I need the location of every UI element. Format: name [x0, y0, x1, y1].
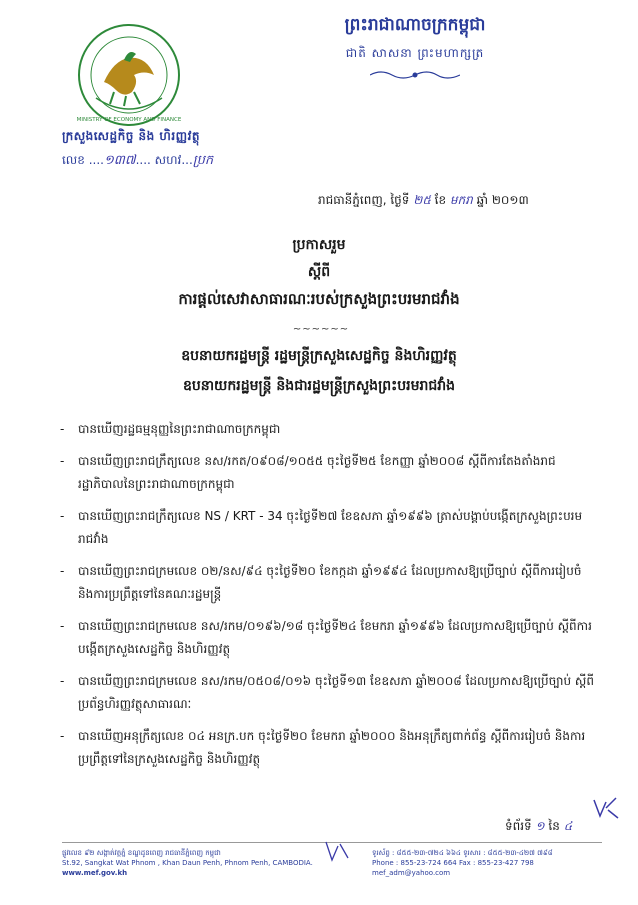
ref-number: ១៣៧ [103, 153, 136, 168]
page-number [505, 818, 572, 836]
page-of-label: នៃ [548, 819, 560, 833]
ministry-seal-icon [74, 20, 184, 130]
phone-kh: ទូរស័ព្ទ : ៨៥៥-២៣-៧២៤ ៦៦៤ ទូរសារ : ៨៥៥-២៣-៤២៧ ៧៩៨ [372, 849, 553, 857]
website-link[interactable]: www.mef.gov.kh [62, 869, 128, 877]
citation-list [60, 418, 595, 780]
authority-line-1: ឧបនាយករដ្ឋមន្ត្រី រដ្ឋមន្ត្រីក្រសួងសេដ្ឋកិច្ច និងហិរញ្ញវត្ថុ [181, 348, 457, 364]
ref-suffix-label: សហវ [154, 153, 182, 167]
kingdom-motto: ជាតិ សាសនា ព្រះមហាក្សត្រ [345, 46, 485, 60]
footer-contact [372, 848, 612, 878]
ref-suffix: ប្រក [192, 153, 214, 168]
signature-mark-icon [322, 838, 352, 864]
footer-address [62, 848, 322, 878]
svg-text:MINISTRY OF ECONOMY AND FINANC: MINISTRY OF ECONOMY AND FINANCE [76, 117, 182, 123]
ref-label: លេខ [62, 153, 85, 167]
reference-number: លេខ ....១៣៧.... សហវ...ប្រក [62, 153, 214, 168]
list-item: - បានឃើញព្រះរាជក្រមលេខ ០២/នស/៩៤ ចុះថ្ងៃទី២០ ខែកក្កដា ឆ្នាំ១៩៩៤ ដែលប្រកាសឱ្យប្រើច្បាប់ ស្តីពីការរៀបចំ និងការប្រព្រឹត្តទៅនៃគណៈរដ្ឋមន្ត្រី [60, 560, 595, 606]
ornament-icon [370, 69, 460, 81]
date-month: មករា [449, 193, 473, 207]
title-divider: ~~~~~~ [292, 324, 350, 335]
list-item: - បានឃើញព្រះរាជក្រមលេខ នស/រកម/០១៩៦/១៨ ចុះថ្ងៃទី២៤ ខែមករា ឆ្នាំ១៩៩៦ ដែលប្រកាសឱ្យប្រើច្បាប់ ស្តីពីការបង្កើតក្រសួងសេដ្ឋកិច្ច និងហិរញ្ញវត្ថុ [60, 615, 595, 661]
list-item: - បានឃើញព្រះរាជក្រឹត្យលេខ NS / KRT - 34 ចុះថ្ងៃទី២៧ ខែឧសភា ឆ្នាំ១៩៩៦ ត្រាស់បង្គាប់បង្កើតក្រសួងព្រះបរមរាជវាំង [60, 505, 595, 551]
kingdom-title: ព្រះរាជាណាចក្រកម្ពុជា [344, 15, 486, 35]
list-item: - បានឃើញព្រះរាជក្រមលេខ នស/រកម/០៥០៨/០១៦ ចុះថ្ងៃទី១៣ ខែឧសភា ឆ្នាំ២០០៨ ដែលប្រកាសឱ្យប្រើច្បាប់ ស្តីពីប្រព័ន្ធហិរញ្ញវត្ថុសាធារណៈ [60, 670, 595, 716]
authority-line-2: ឧបនាយករដ្ឋមន្ត្រី និងជារដ្ឋមន្ត្រីក្រសួងព្រះបរមរាជវាំង [182, 378, 456, 394]
date-place: រាជធានីភ្នំពេញ, ថ្ងៃទី [318, 193, 410, 207]
phone-en: Phone : 855-23-724 664 Fax : 855-23-427 798 [372, 859, 534, 867]
ministry-logo [74, 20, 184, 130]
email-link[interactable]: mef_adm@yahoo.com [372, 869, 451, 877]
date-day: ២៥ [413, 193, 431, 207]
subject-label: ស្តីពី [307, 264, 331, 280]
subject-title: ការផ្តល់សេវាសាធារណៈរបស់ក្រសួងព្រះបរមរាជវាំង [178, 290, 460, 308]
date-month-label: ខែ [434, 193, 447, 207]
address-kh: ផ្លូវលេខ ៩២ សង្កាត់វត្តភ្នំ ខណ្ឌដូនពេញ រាជធានីភ្នំពេញ កម្ពុជា [62, 849, 221, 857]
list-item: - បានឃើញព្រះរាជក្រឹត្យលេខ នស/រកត/០៩០៨/១០៥៥ ចុះថ្ងៃទី២៥ ខែកញ្ញា ឆ្នាំ២០០៨ ស្តីពីការតែងតាំងរាជរដ្ឋាភិបាលនៃព្រះរាជាណាចក្រកម្ពុជា [60, 450, 595, 496]
list-item: - បានឃើញអនុក្រឹត្យលេខ ០៤ អនក្រ.បក ចុះថ្ងៃទី២០ ខែមករា ឆ្នាំ២០០០ និងអនុក្រឹត្យពាក់ព័ន្ធ ស្តីពីការរៀបចំ និងការប្រព្រឹត្តទៅនៃក្រសួងសេដ្ឋកិច្ច និងហិរញ្ញវត្ថុ [60, 725, 595, 771]
page-current: ១ [535, 819, 545, 833]
initial-signature-icon [592, 796, 620, 822]
list-item: - បានឃើញរដ្ឋធម្មនុញ្ញនៃព្រះរាជាណាចក្រកម្ពុជា [60, 418, 595, 441]
page-label: ទំព័រទី [505, 819, 532, 833]
date-year: ឆ្នាំ ២០១៣ [476, 193, 529, 207]
ministry-name: ក្រសួងសេដ្ឋកិច្ច និង ហិរញ្ញវត្ថុ [62, 129, 200, 143]
doc-type-title: ប្រកាសរួម [292, 237, 346, 253]
dateline [318, 192, 529, 210]
kingdom-header [300, 14, 530, 81]
page-total: ៤ [563, 819, 573, 833]
address-en: St.92, Sangkat Wat Phnom , Khan Daun Penh, Phnom Penh, CAMBODIA. [62, 859, 313, 867]
